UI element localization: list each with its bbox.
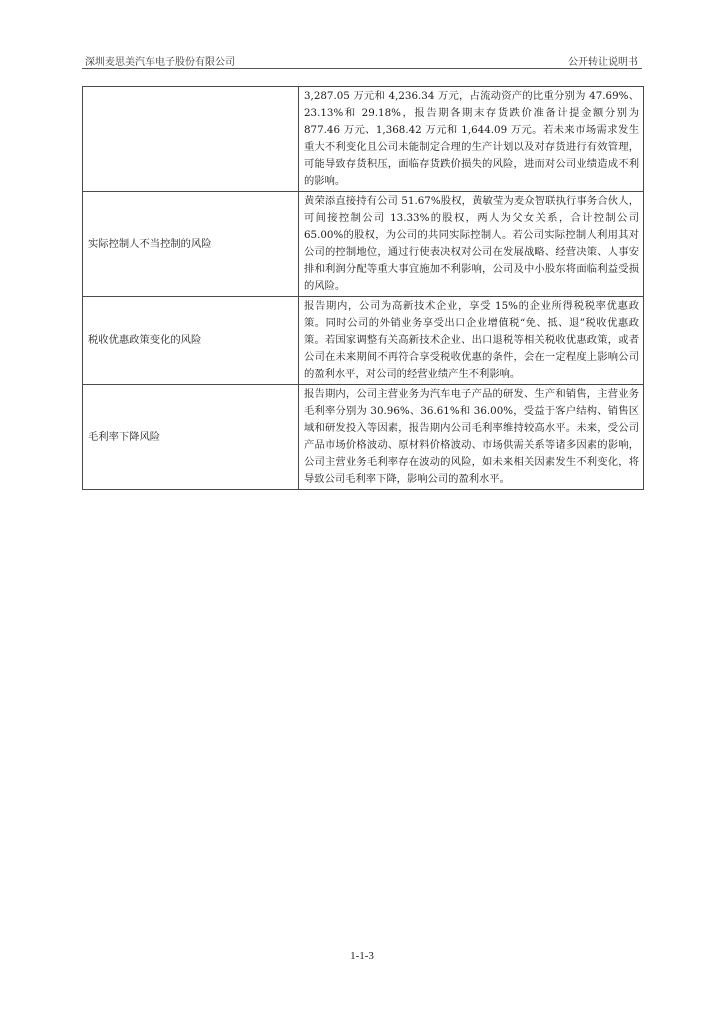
risk-name-cell: 毛利率下降风险 [83,385,299,490]
table-row [83,385,644,490]
table-row [83,87,644,192]
risk-description-cell: 3,287.05 万元和 4,236.34 万元，占流动资产的比重分别为 47.69%、23.13%和 29.18%，报告期各期末存货跌价准备计提金额分别为 877.46 万元、1,368.42 万元和 1,644.09 万元。若未来市场需求发生重大不利变化且公司未能制定合理的生产计划以及对存货进行有效管理，可能导致存货积压，面临存货跌价损失的风险，进而对公司业绩造成不利的影响。 [299,87,644,192]
risk-name-cell [83,87,299,192]
page-number: 1-1-3 [350,950,374,962]
table-row [83,297,644,385]
risk-name-cell: 实际控制人不当控制的风险 [83,192,299,297]
risk-table [82,86,644,490]
risk-description-cell: 黄荣添直接持有公司 51.67%股权，黄敏莹为麦众智联执行事务合伙人，可间接控制公司 13.33%的股权，两人为父女关系，合计控制公司 65.00%的股权，为公司的共同实际控制人。若公司实际控制人利用其对公司的控制地位，通过行使表决权对公司在发展战略、经营决策、人事安排和利润分配等重大事宜施加不利影响，公司及中小股东将面临利益受损的风险。 [299,192,644,297]
risk-name-cell: 税收优惠政策变化的风险 [83,297,299,385]
company-name: 深圳麦思美汽车电子股份有限公司 [85,57,235,68]
document-type: 公开转让说明书 [568,57,638,68]
table-row [83,192,644,297]
page-header [82,52,642,69]
risk-description-cell: 报告期内，公司主营业务为汽车电子产品的研发、生产和销售，主营业务毛利率分别为 30.96%、36.61%和 36.00%，受益于客户结构、销售区域和研发投入等因素，报告期内公司毛利率维持较高水平。未来，受公司产品市场价格波动、原材料价格波动、市场供需关系等诸多因素的影响，公司主营业务毛利率存在波动的风险，如未来相关因素发生不利变化，将导致公司毛利率下降，影响公司的盈利水平。 [299,385,644,490]
risk-description-cell: 报告期内，公司为高新技术企业，享受 15%的企业所得税税率优惠政策。同时公司的外销业务享受出口企业增值税“免、抵、退”税收优惠政策。若国家调整有关高新技术企业、出口退税等相关税收优惠政策，或者公司在未来期间不再符合享受税收优惠的条件，会在一定程度上影响公司的盈利水平，对公司的经营业绩产生不利影响。 [299,297,644,385]
